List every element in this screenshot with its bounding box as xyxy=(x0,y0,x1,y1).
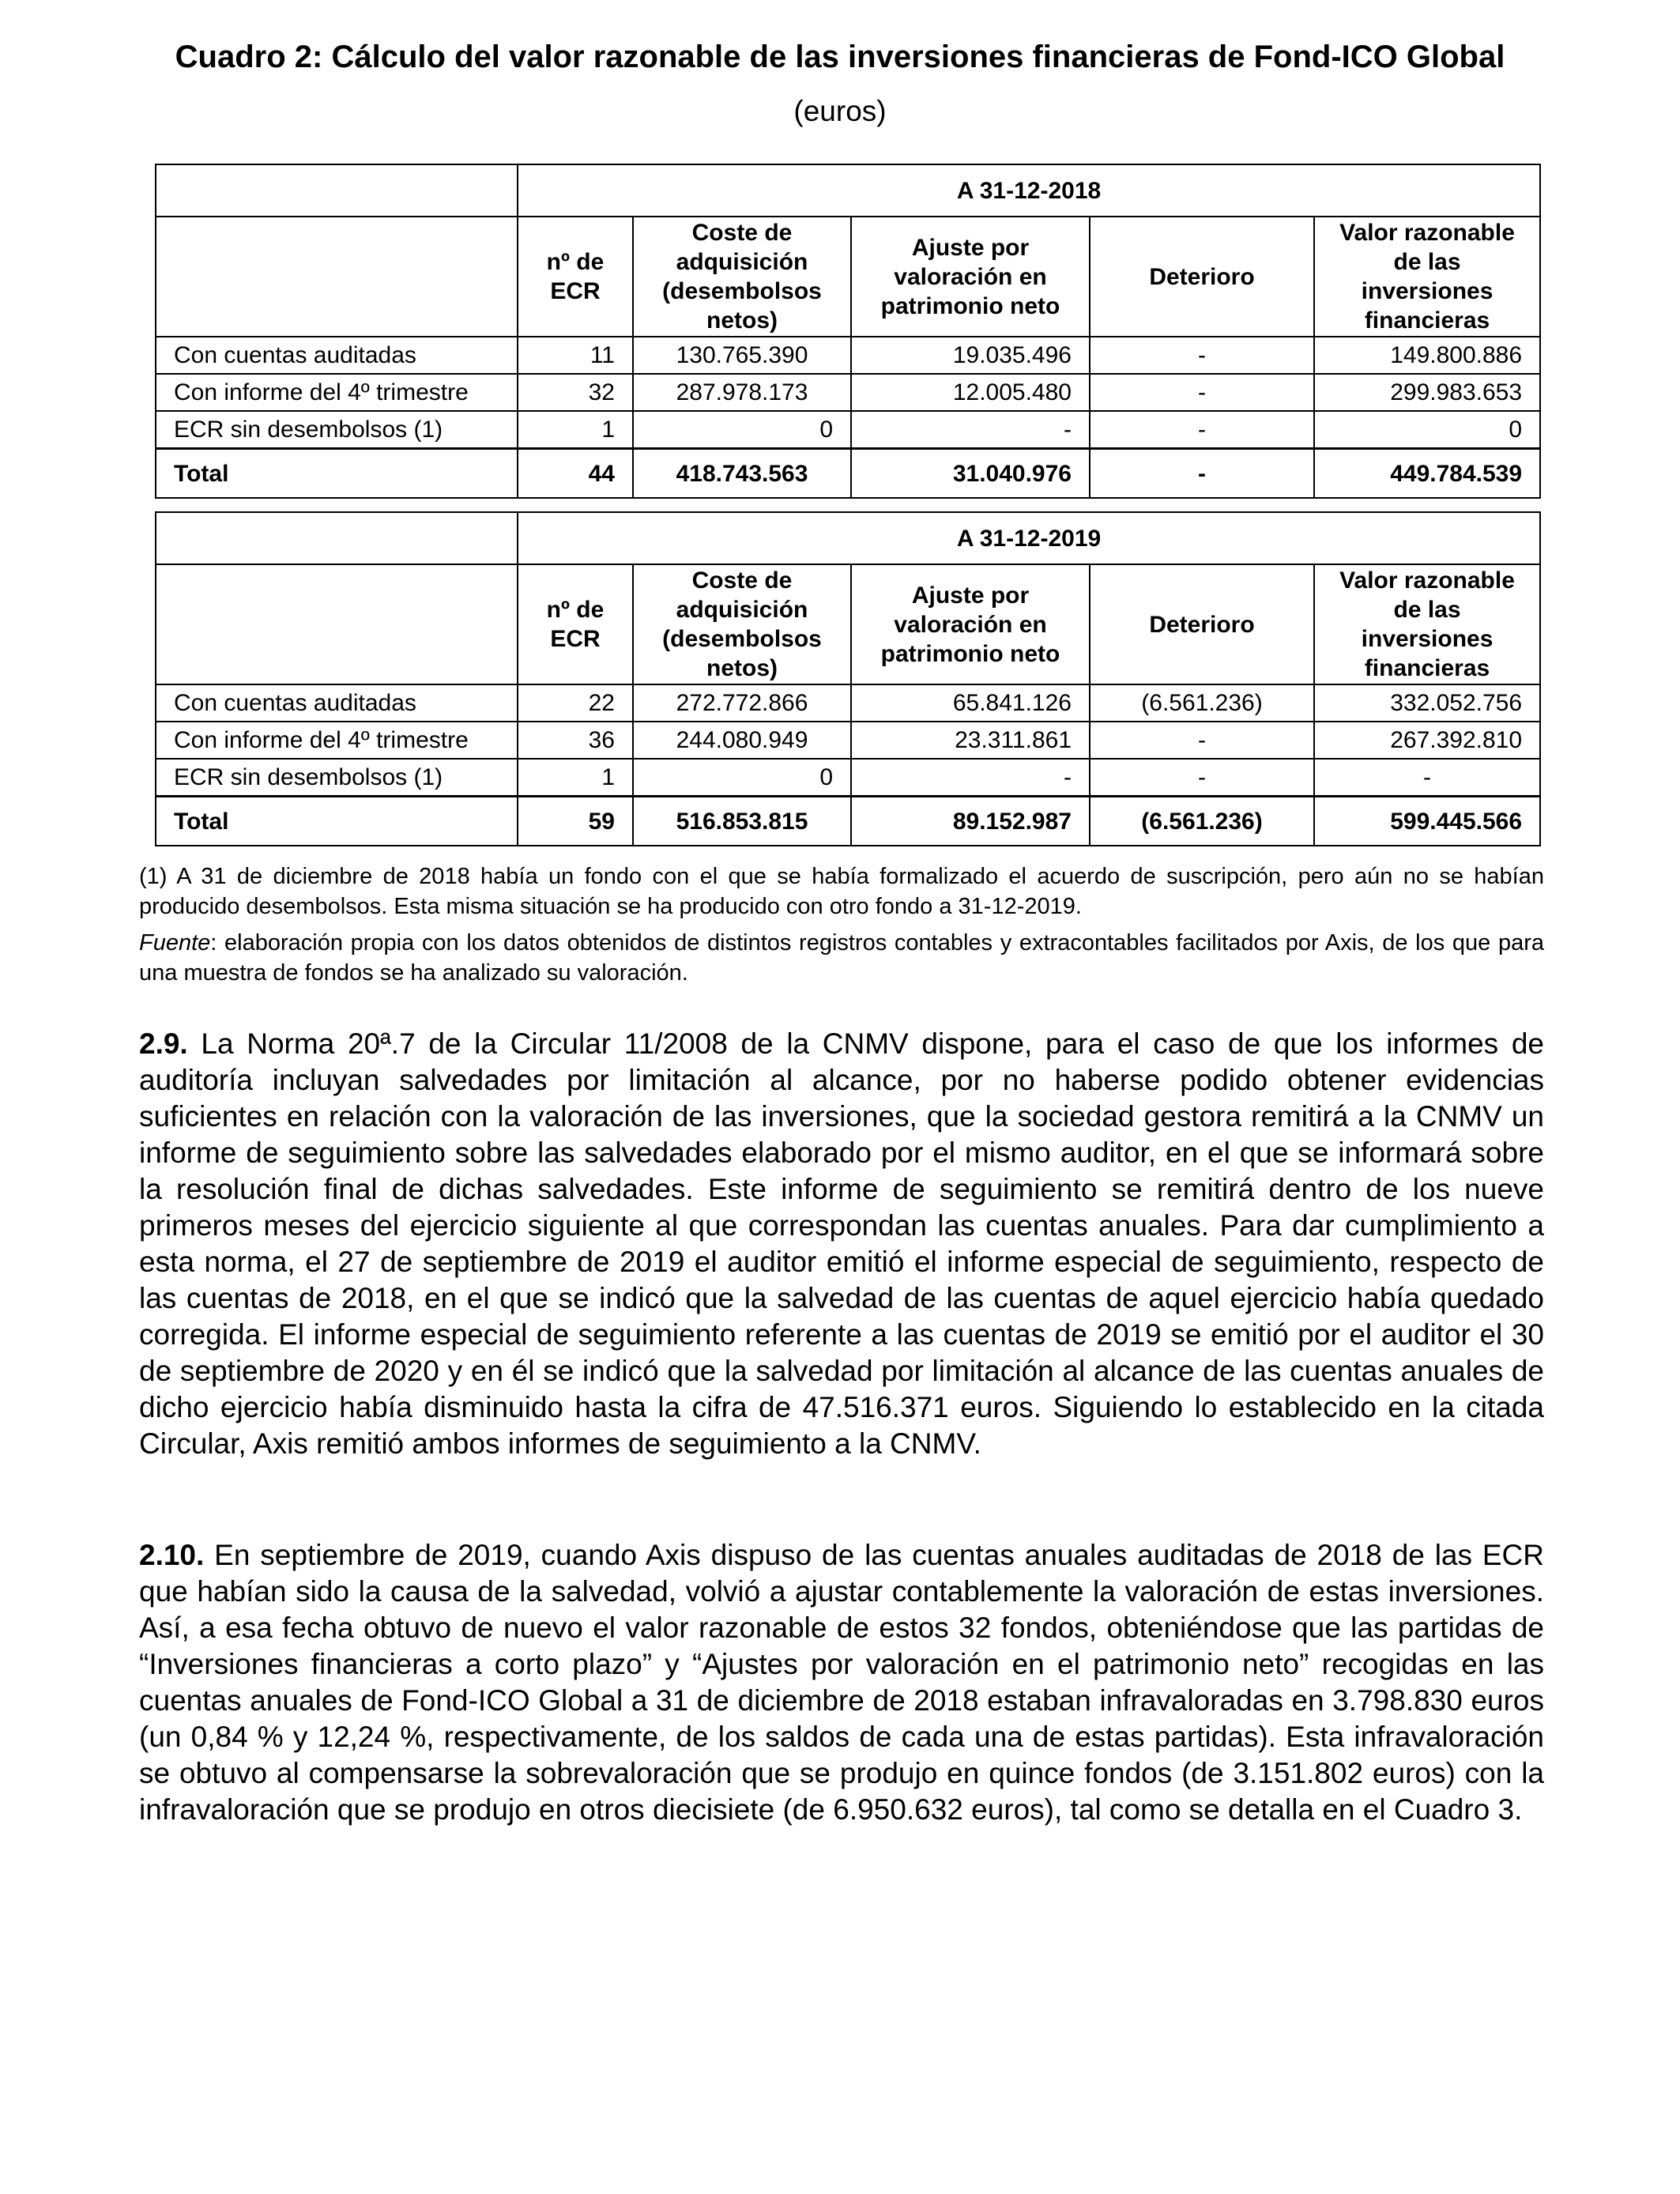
total-coste: 418.743.563 xyxy=(633,449,851,499)
cell-deterioro: - xyxy=(1090,759,1314,797)
paragraph-2-10 xyxy=(139,1537,1544,1828)
cell-n-ecr: 22 xyxy=(518,684,633,722)
paragraph-number: 2.10. xyxy=(139,1539,205,1571)
table-title-text: Cálculo del valor razonable de las inversiones financieras de Fond-ICO Global xyxy=(331,40,1505,74)
col-header-n-ecr: nº de ECR xyxy=(518,217,633,337)
period-header: A 31-12-2019 xyxy=(518,512,1540,564)
col-header-coste: Coste de adquisición (desembolsos netos) xyxy=(633,217,851,337)
total-label: Total xyxy=(156,449,518,499)
cell-n-ecr: 1 xyxy=(518,759,633,797)
total-ajuste: 31.040.976 xyxy=(851,449,1090,499)
col-header-n-ecr: nº de ECR xyxy=(518,564,633,684)
total-deterioro: (6.561.236) xyxy=(1090,797,1314,846)
cell-valor: 149.800.886 xyxy=(1314,337,1540,374)
cell-coste: 287.978.173 xyxy=(633,374,851,411)
cell-valor: 299.983.653 xyxy=(1314,374,1540,411)
cell-valor: - xyxy=(1314,759,1540,797)
cell-deterioro: - xyxy=(1090,722,1314,759)
cell-deterioro: - xyxy=(1090,411,1314,449)
col-header-valor: Valor razonable de las inversiones financieras xyxy=(1314,217,1540,337)
cell-ajuste: - xyxy=(851,411,1090,449)
paragraph-text: En septiembre de 2019, cuando Axis dispuso de las cuentas anuales auditadas de 2018 de las ECR que habían sido la causa de la salvedad, volvió a ajustar contablemente la valoración de estas inversiones. Así, a esa fecha obtuvo de nuevo el valor razonable de estos 32 fondos, obteniéndose que las partidas de “Inversiones financieras a corto plazo” y “Ajustes por valoración en el patrimonio neto” recogidas en las cuentas anuales de Fond-ICO Global a 31 de diciembre de 2018 estaban infravaloradas en 3.798.830 euros (un 0,84 % y 12,24 %, respectivamente, de los saldos de cada una de estas partidas). Esta infravaloración se obtuvo al compensarse la sobrevaloración que se produjo en quince fondos (de 3.151.802 euros) con la infravaloración que se produjo en otros diecisiete (de 6.950.632 euros), tal como se detalla en el Cuadro 3. xyxy=(139,1539,1544,1826)
valuation-table-2019 xyxy=(155,511,1541,846)
source-text: : elaboración propia con los datos obtenidos de distintos registros contables y extracontables facilitados por Axis, de los que para una muestra de fondos se ha analizado su valoración. xyxy=(139,930,1544,986)
total-valor: 449.784.539 xyxy=(1314,449,1540,499)
total-ajuste: 89.152.987 xyxy=(851,797,1090,846)
col-header-valor: Valor razonable de las inversiones financieras xyxy=(1314,564,1540,684)
cell-valor: 0 xyxy=(1314,411,1540,449)
table-title-label: Cuadro 2: xyxy=(175,40,323,74)
row-label: Con cuentas auditadas xyxy=(156,684,518,722)
col-header-ajuste: Ajuste por valoración en patrimonio neto xyxy=(851,564,1090,684)
table-row xyxy=(156,337,1540,374)
table-title xyxy=(0,36,1680,77)
table-row xyxy=(156,374,1540,411)
cell-deterioro: - xyxy=(1090,374,1314,411)
col-header-deterioro: Deterioro xyxy=(1090,564,1314,684)
cell-ajuste: 23.311.861 xyxy=(851,722,1090,759)
row-label: Con informe del 4º trimestre xyxy=(156,374,518,411)
row-label: ECR sin desembolsos (1) xyxy=(156,759,518,797)
cell-n-ecr: 32 xyxy=(518,374,633,411)
paragraph-text: La Norma 20ª.7 de la Circular 11/2008 de la CNMV dispone, para el caso de que los informes de auditoría incluyan salvedades por limitación al alcance, por no haberse podido obtener evidencias suficientes en relación con la valoración de las inversiones, que la sociedad gestora remitirá a la CNMV un informe de seguimiento sobre las salvedades elaborado por el mismo auditor, en el que se informará sobre la resolución final de dichas salvedades. Este informe de seguimiento se remitirá dentro de los nueve primeros meses del ejercicio siguiente al que correspondan las cuentas anuales. Para dar cumplimiento a esta norma, el 27 de septiembre de 2019 el auditor emitió el informe especial de seguimiento, respecto de las cuentas de 2018, en el que se indicó que la salvedad de las cuentas de aquel ejercicio había quedado corregida. El informe especial de seguimiento referente a las cuentas de 2019 se emitió por el auditor el 30 de septiembre de 2020 y en él se indicó que la salvedad por limitación al alcance de las cuentas anuales de dicho ejercicio había disminuido hasta la cifra de 47.516.371 euros. Siguiendo lo establecido en la citada Circular, Axis remitió ambos informes de seguimiento a la CNMV. xyxy=(139,1027,1544,1460)
total-label: Total xyxy=(156,797,518,846)
paragraph-number: 2.9. xyxy=(139,1027,188,1060)
cell-n-ecr: 11 xyxy=(518,337,633,374)
col-header-deterioro: Deterioro xyxy=(1090,217,1314,337)
cell-ajuste: 19.035.496 xyxy=(851,337,1090,374)
cell-coste: 0 xyxy=(633,759,851,797)
total-n-ecr: 59 xyxy=(518,797,633,846)
cell-ajuste: 65.841.126 xyxy=(851,684,1090,722)
total-valor: 599.445.566 xyxy=(1314,797,1540,846)
cell-valor: 267.392.810 xyxy=(1314,722,1540,759)
source-note xyxy=(139,928,1544,988)
row-label: ECR sin desembolsos (1) xyxy=(156,411,518,449)
table-row xyxy=(156,411,1540,449)
total-n-ecr: 44 xyxy=(518,449,633,499)
cell-coste: 0 xyxy=(633,411,851,449)
cell-deterioro: - xyxy=(1090,337,1314,374)
total-row xyxy=(156,797,1540,846)
table-row xyxy=(156,684,1540,722)
period-header: A 31-12-2018 xyxy=(518,164,1540,217)
table-row xyxy=(156,722,1540,759)
cell-valor: 332.052.756 xyxy=(1314,684,1540,722)
cell-deterioro: (6.561.236) xyxy=(1090,684,1314,722)
source-label: Fuente xyxy=(139,930,211,956)
col-header-ajuste: Ajuste por valoración en patrimonio neto xyxy=(851,217,1090,337)
total-deterioro: - xyxy=(1090,449,1314,499)
paragraph-2-9 xyxy=(139,1026,1544,1462)
cell-n-ecr: 1 xyxy=(518,411,633,449)
cell-ajuste: - xyxy=(851,759,1090,797)
cell-ajuste: 12.005.480 xyxy=(851,374,1090,411)
footnote: (1) A 31 de diciembre de 2018 había un fondo con el que se había formalizado el acuerdo de suscripción, pero aún no se habían producido desembolsos. Esta misma situación se ha producido con otro fondo a 31-12-2019. xyxy=(139,864,1544,919)
cell-coste: 244.080.949 xyxy=(633,722,851,759)
total-coste: 516.853.815 xyxy=(633,797,851,846)
table-row xyxy=(156,759,1540,797)
total-row xyxy=(156,449,1540,499)
cell-n-ecr: 36 xyxy=(518,722,633,759)
cell-coste: 272.772.866 xyxy=(633,684,851,722)
col-header-coste: Coste de adquisición (desembolsos netos) xyxy=(633,564,851,684)
valuation-table-2018 xyxy=(155,164,1541,499)
row-label: Con cuentas auditadas xyxy=(156,337,518,374)
row-label: Con informe del 4º trimestre xyxy=(156,722,518,759)
cell-coste: 130.765.390 xyxy=(633,337,851,374)
table-units: (euros) xyxy=(793,95,887,127)
